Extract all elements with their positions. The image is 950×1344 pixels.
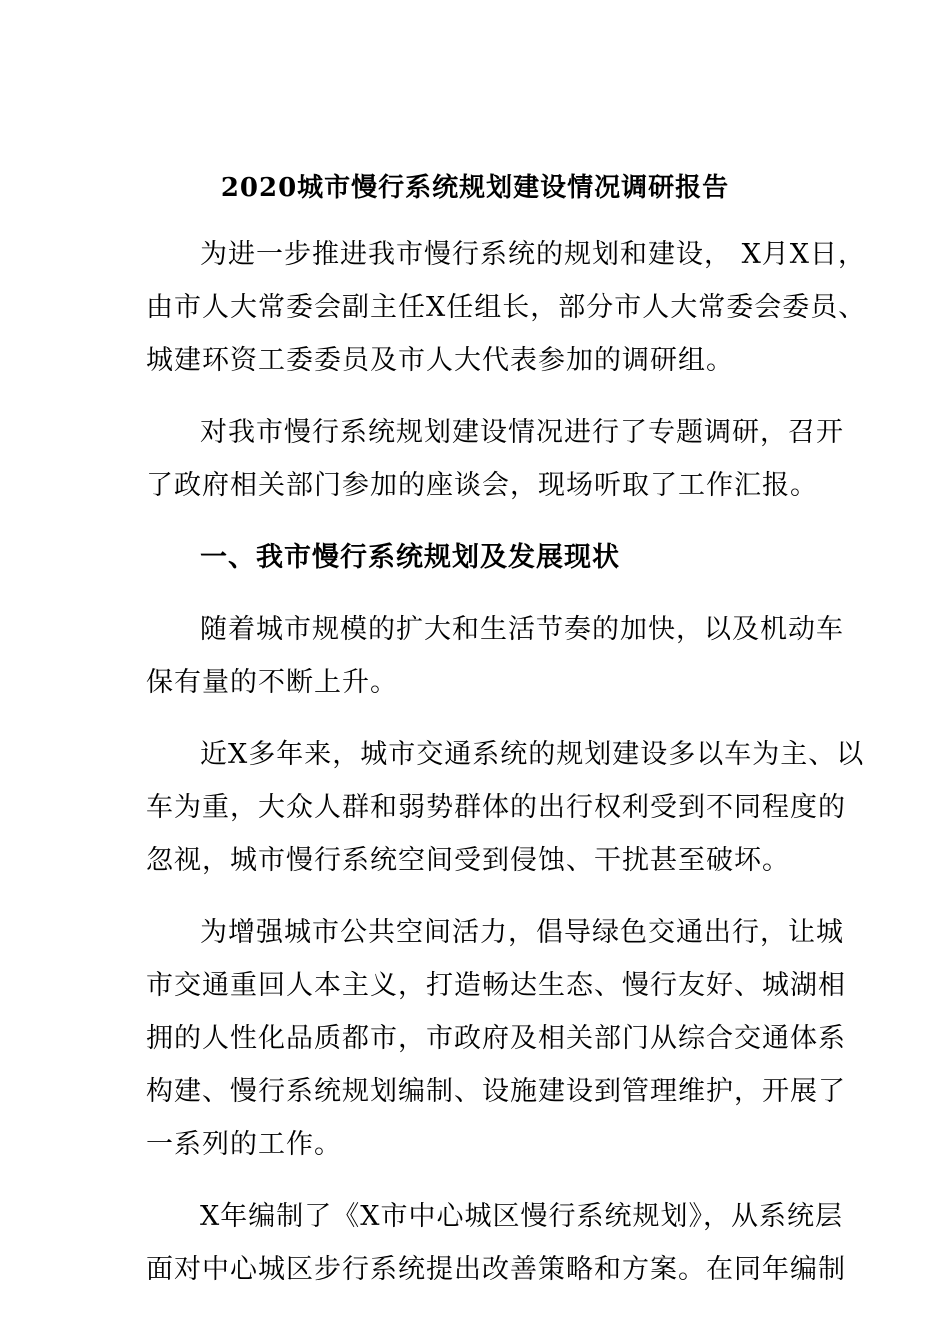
paragraph [146, 406, 844, 512]
paragraph-line: 对我市慢行系统规划建设情况进行了专题调研，召开 [200, 417, 844, 448]
paragraph-line: 随着城市规模的扩大和生活节奏的加快，以及机动车 [200, 614, 844, 645]
paragraph [146, 906, 846, 1171]
paragraph-line: 拥的人性化品质都市，市政府及相关部门从综合交通体系 [146, 1023, 846, 1054]
paragraph-line: 了政府相关部门参加的座谈会，现场听取了工作汇报。 [146, 470, 818, 501]
paragraph [146, 1190, 846, 1296]
paragraph-line: 面对中心城区步行系统提出改善策略和方案。在同年编制 [146, 1254, 846, 1285]
paragraph-line: X年编制了《X市中心城区慢行系统规划》，从系统层 [200, 1201, 843, 1232]
paragraph-line: 城建环资工委委员及市人大代表参加的调研组。 [146, 345, 734, 376]
paragraph-line: 忽视，城市慢行系统空间受到侵蚀、干扰甚至破坏。 [146, 845, 790, 876]
paragraph-line: 构建、慢行系统规划编制、设施建设到管理维护，开展了 [146, 1076, 846, 1107]
paragraph-line: 保有量的不断上升。 [146, 667, 398, 698]
paragraph [146, 228, 867, 387]
paragraph [146, 603, 844, 709]
paragraph-line: 一系列的工作。 [146, 1129, 342, 1160]
paragraph [146, 728, 865, 887]
paragraph-line: 为进一步推进我市慢行系统的规划和建设， X月X日， [200, 239, 867, 270]
paragraph-line: 由市人大常委会副主任X任组长，部分市人大常委会委员、 [146, 292, 867, 323]
paragraph-line: 市交通重回人本主义，打造畅达生态、慢行友好、城湖相 [146, 970, 846, 1001]
section-heading: 一、我市慢行系统规划及发展现状 [200, 542, 620, 573]
document-title: 2020城市慢行系统规划建设情况调研报告 [220, 173, 730, 203]
paragraph-line: 近X多年来，城市交通系统的规划建设多以车为主、以 [200, 739, 865, 770]
paragraph-line: 车为重，大众人群和弱势群体的出行权利受到不同程度的 [146, 792, 846, 823]
paragraph-line: 为增强城市公共空间活力，倡导绿色交通出行，让城 [200, 917, 844, 948]
document-body [146, 228, 867, 1315]
